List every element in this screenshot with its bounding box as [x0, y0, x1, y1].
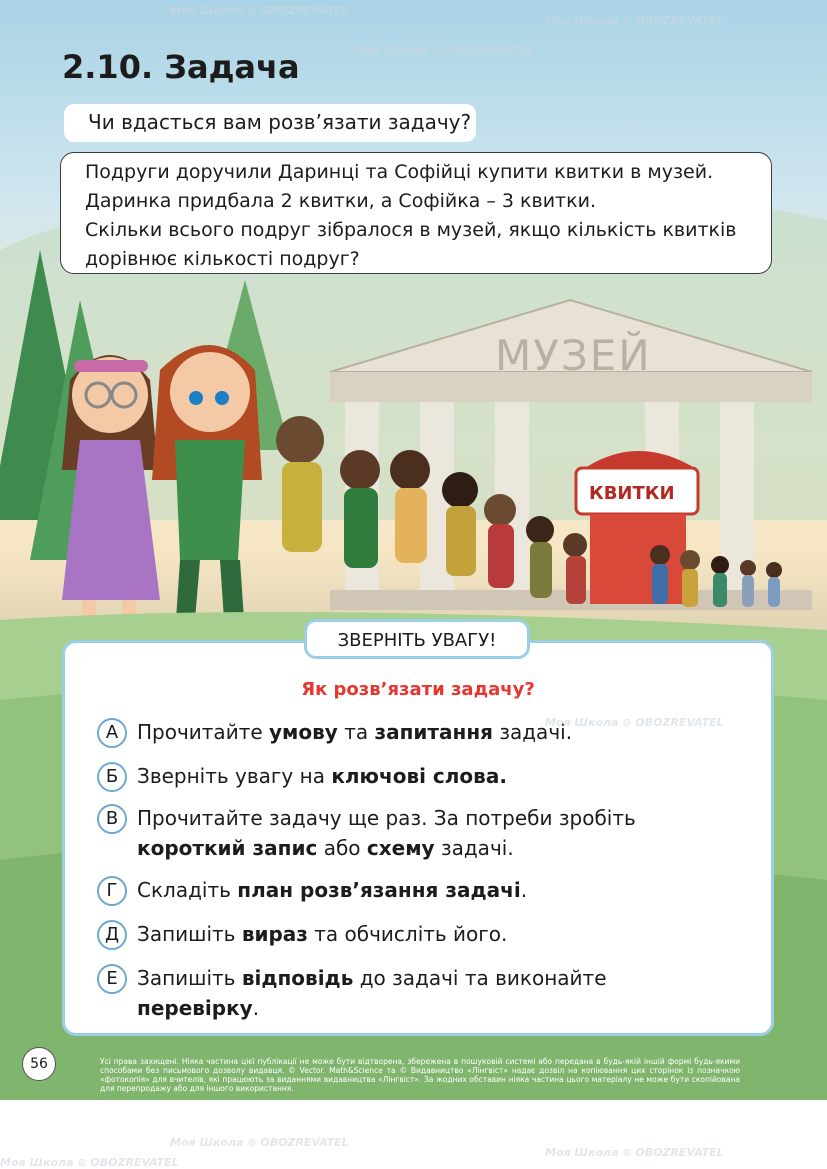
attention-tab: ЗВЕРНІТЬ УВАГУ! [304, 619, 530, 659]
question-box: Чи вдасться вам розв’язати задачу? [64, 104, 476, 142]
step-badge: Д [97, 920, 127, 950]
page-number: 56 [22, 1047, 56, 1081]
girl-darynka [62, 355, 160, 630]
watermark: Моя Школа ⊙ OBOZREVATEL [170, 4, 349, 17]
ticket-booth [576, 451, 698, 604]
problem-line: Даринка придбала 2 квитки, а Софійка – 3 квитки. [85, 190, 596, 212]
how-to-solve-heading: Як розв’язати задачу? [301, 679, 535, 700]
problem-box [60, 152, 772, 274]
museum-sign: МУЗЕЙ [495, 331, 652, 380]
attention-box: Як розв’язати задачу? А Прочитайте умову та запитання задачі. Б Зверніть увагу на ключові слова. В Прочитайте задачу ще раз. За потреби зробіть короткий запис або схему задачі. Г Складіть план розв’язання задачі. Д Запишіть вираз та обчисліть його. Е Запишіть відповідь до задачі та виконайте перевірку. [62, 640, 774, 1036]
watermark: Моя Школа ⊙ OBOZREVATEL [0, 1156, 179, 1169]
step-badge: Б [97, 762, 127, 792]
copyright-notice: Усі права захищені. Ніяка частина цієї публікації не може бути відтворена, збережена в пошуковій системі або передана в будь-якій іншій формі будь-якими способами без письмового дозволу видавця. © Vector. Math&Science та © Видавництво «Лінгвіст» надає дозвіл на копіювання цих сторінок із позначкою «фотокопія» для вчителів, які працюють за виданнями видавництва «Лінгвіст». За жодних обставин ніяка частина цього матеріалу не може бути скопійована для перепродажу або для іншого використання. [100, 1057, 740, 1093]
watermark: Моя Школа ⊙ OBOZREVATEL [545, 716, 724, 729]
page-title: 2.10. Задача [62, 48, 300, 86]
step-badge: Г [97, 876, 127, 906]
problem-line: дорівнює кількості подруг? [85, 248, 360, 270]
ticket-sign: КВИТКИ [589, 483, 675, 504]
watermark: Моя Школа ⊙ OBOZREVATEL [545, 1146, 724, 1159]
problem-line: Подруги доручили Даринці та Софійці купити квитки в музей. [85, 161, 714, 183]
step-badge: В [97, 804, 127, 834]
step-badge: Е [97, 964, 127, 994]
watermark: Моя Школа ⊙ OBOZREVATEL [355, 44, 534, 57]
watermark: Моя Школа ⊙ OBOZREVATEL [170, 1136, 349, 1149]
watermark: Моя Школа ⊙ OBOZREVATEL [545, 14, 724, 27]
step-badge: А [97, 718, 127, 748]
problem-line: Скільки всього подруг зібралося в музей, якщо кількість квитків [85, 219, 737, 241]
